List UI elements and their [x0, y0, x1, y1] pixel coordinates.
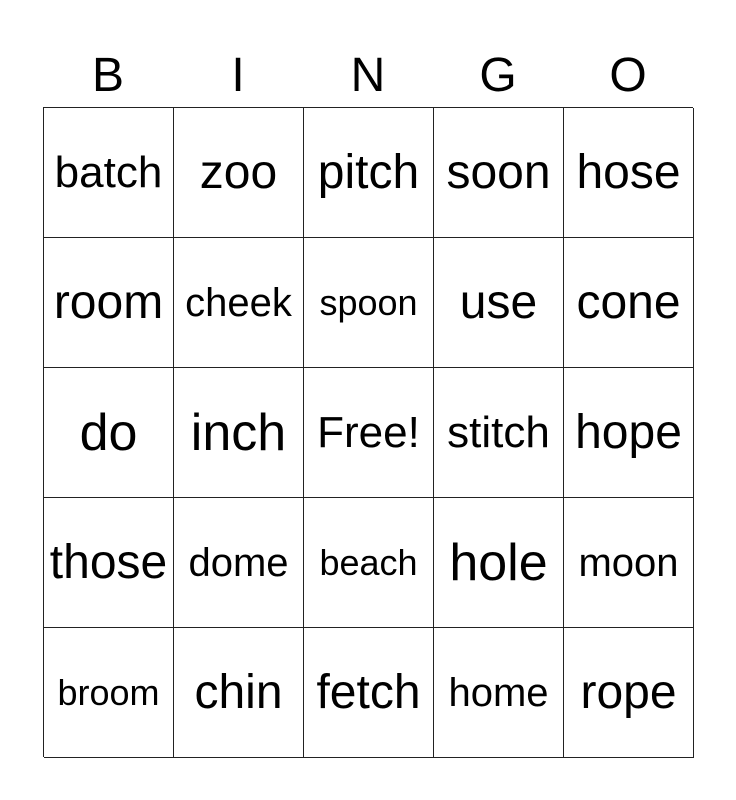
- bingo-cell: beach: [304, 498, 434, 628]
- bingo-board: [43, 107, 693, 757]
- bingo-cell: spoon: [304, 238, 434, 368]
- bingo-cell: zoo: [174, 108, 304, 238]
- header-letter-o: O: [609, 49, 647, 102]
- bingo-cell: moon: [564, 498, 694, 628]
- bingo-cell: broom: [44, 628, 174, 758]
- bingo-cell: rope: [564, 628, 694, 758]
- header-letter-b: B: [91, 49, 124, 102]
- bingo-cell: hope: [564, 368, 694, 498]
- free-space: Free!: [304, 368, 434, 498]
- bingo-cell: hole: [434, 498, 564, 628]
- bingo-cell: inch: [174, 368, 304, 498]
- bingo-cell: do: [44, 368, 174, 498]
- bingo-cell: pitch: [304, 108, 434, 238]
- bingo-cell: soon: [434, 108, 564, 238]
- bingo-cell: cheek: [174, 238, 304, 368]
- header-letter-i: I: [231, 49, 245, 102]
- bingo-cell: home: [434, 628, 564, 758]
- bingo-cell: room: [44, 238, 174, 368]
- bingo-cell: fetch: [304, 628, 434, 758]
- bingo-cell: hose: [564, 108, 694, 238]
- bingo-cell: batch: [44, 108, 174, 238]
- bingo-cell: use: [434, 238, 564, 368]
- bingo-cell: cone: [564, 238, 694, 368]
- bingo-cell: dome: [174, 498, 304, 628]
- bingo-cell: those: [44, 498, 174, 628]
- bingo-cell: stitch: [434, 368, 564, 498]
- bingo-cell: chin: [174, 628, 304, 758]
- header-letter-g: G: [479, 49, 517, 102]
- bingo-header: [43, 46, 693, 106]
- header-letter-n: N: [350, 49, 386, 102]
